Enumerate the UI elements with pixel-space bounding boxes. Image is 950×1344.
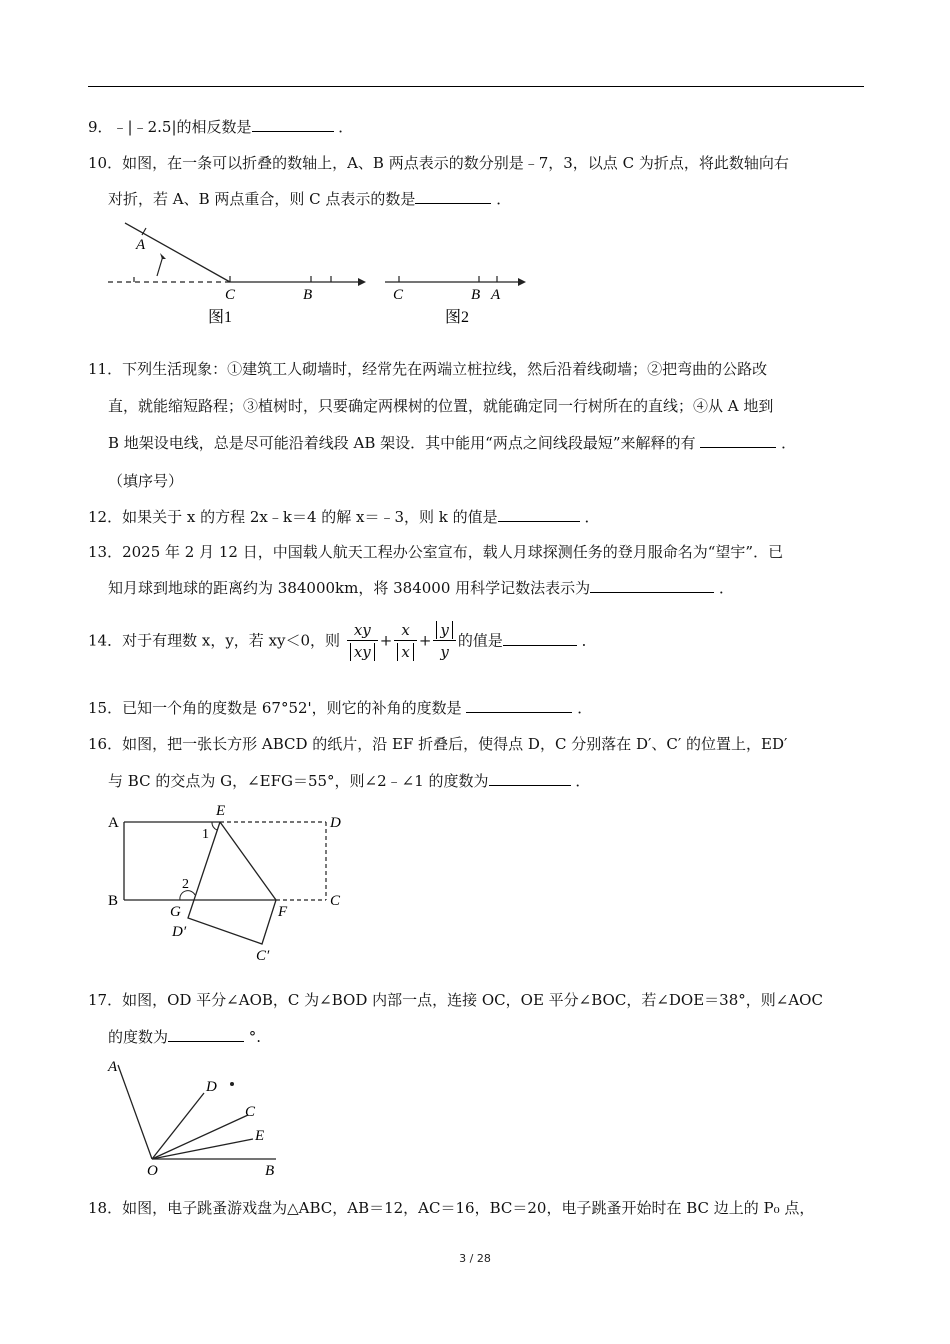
angle-rays-figure (100, 1055, 290, 1180)
question-number: 9． (88, 118, 113, 136)
question-13-line2: 知月球到地球的距离约为 384000km，将 384000 用科学记数法表示为 ． (108, 579, 734, 597)
label-A: A (136, 237, 146, 253)
question-10-line2: 对折，若 A、B 两点重合，则 C 点表示的数是 ． (108, 190, 512, 208)
label-C: C (393, 287, 404, 303)
label-D: D (330, 815, 341, 831)
question-text: 2025 年 2 月 12 日，中国载人航天工程办公室宣布，载人月球探测任务的登月服命名为“望宇”．已 (122, 543, 784, 561)
label-E: E (216, 803, 226, 819)
question-text: 如图，OD 平分∠AOB，C 为∠BOD 内部一点，连接 OC，OE 平分∠BOC，若∠DOE＝38°，则∠AOC (122, 991, 823, 1009)
label-G: G (170, 904, 181, 920)
caption-figure-2: 图2 (445, 309, 470, 326)
answer-blank[interactable] (466, 698, 572, 713)
label-B: B (265, 1163, 275, 1179)
fraction-3: $\frac{y}{y}$ (433, 620, 455, 663)
label-A: A (108, 1059, 118, 1075)
question-13 (88, 541, 783, 563)
answer-blank[interactable] (415, 189, 491, 204)
question-text: 如图，在一条可以折叠的数轴上，A、B 两点表示的数分别是﹣7，3，以点 C 为折点，将此数轴向右 (122, 154, 789, 172)
question-9: 9．﹣|﹣2.5|的相反数是 ． (88, 118, 354, 136)
question-text: 下列生活现象：①建筑工人砌墙时，经常先在两端立桩拉线，然后沿着线砌墙；②把弯曲的公路改 (122, 360, 768, 378)
question-text: 如图，电子跳蚤游戏盘为△ABC，AB＝12，AC＝16，BC＝20，电子跳蚤开始时在 BC 边上的 P₀ 点， (122, 1199, 815, 1217)
question-10 (88, 152, 789, 174)
question-17 (88, 989, 823, 1011)
label-C: C (245, 1104, 256, 1120)
label-F: F (278, 904, 288, 920)
angle-1-label: 1 (202, 827, 209, 842)
answer-blank[interactable] (168, 1027, 244, 1042)
question-number: 14． (88, 631, 123, 650)
question-text: 如图，把一张长方形 ABCD 的纸片，沿 EF 折叠后，使得点 D，C 分别落在 D′、C′ 的位置上，ED′ (122, 735, 788, 753)
question-text: 已知一个角的度数是 67°52'，则它的补角的度数是 (122, 699, 462, 717)
question-number: 18． (88, 1199, 123, 1217)
label-A: A (108, 815, 119, 831)
angle-2-label: 2 (182, 877, 189, 892)
question-number: 17． (88, 991, 123, 1009)
question-18 (88, 1197, 814, 1219)
fraction-1: $\frac{xy}{xy}$ (347, 620, 378, 663)
question-number: 13． (88, 543, 123, 561)
question-text: 如果关于 x 的方程 2x﹣k＝4 的解 x＝﹣3，则 k 的值是 (122, 508, 498, 526)
label-B: B (471, 287, 481, 303)
question-11-line4: （填序号） (108, 472, 184, 490)
answer-blank[interactable] (700, 433, 776, 448)
label-C-prime: C′ (256, 948, 270, 964)
label-D: D (206, 1079, 217, 1095)
question-11-line3: B 地架设电线，总是尽可能沿着线段 AB 架设．其中能用“两点之间线段最短”来解释的有 ． (108, 434, 797, 452)
caption-figure-1: 图1 (208, 309, 233, 326)
question-11 (88, 358, 767, 380)
label-O: O (147, 1163, 158, 1179)
answer-blank[interactable] (489, 771, 571, 786)
answer-blank[interactable] (503, 631, 577, 646)
header-rule (88, 86, 864, 87)
label-B: B (303, 287, 313, 303)
answer-blank[interactable] (590, 578, 714, 593)
question-16 (88, 733, 787, 755)
label-E: E (255, 1128, 265, 1144)
label-D-prime: D′ (172, 924, 187, 940)
question-14: 14．对于有理数 x，y，若 xy＜0，则 $\frac{xy}{xy}$ + $\frac{x}{x}$ + $\frac{y}{y}$ 的值是 ． (88, 621, 597, 661)
question-number: 11． (88, 360, 123, 378)
question-17-line2: 的度数为 °. (108, 1028, 262, 1046)
question-11-line2: 直，就能缩短路程；③植树时，只要确定两棵树的位置，就能确定同一行树所在的直线；④从 A 地到 (108, 397, 774, 415)
answer-blank[interactable] (498, 507, 580, 522)
question-16-line2: 与 BC 的交点为 G，∠EFG＝55°，则∠2﹣∠1 的度数为 ． (108, 772, 591, 790)
page-number: 3 / 28 (459, 1252, 491, 1265)
folded-rectangle-figure (100, 800, 360, 965)
question-number: 12． (88, 508, 123, 526)
question-text: 对于有理数 x，y，若 xy＜0，则 (122, 631, 341, 650)
question-15: 15．已知一个角的度数是 67°52'，则它的补角的度数是 ． (88, 699, 593, 717)
question-number: 15． (88, 699, 123, 717)
question-12: 12．如果关于 x 的方程 2x﹣k＝4 的解 x＝﹣3，则 k 的值是 ． (88, 508, 600, 526)
label-C: C (225, 287, 236, 303)
answer-blank[interactable] (252, 117, 334, 132)
label-B: B (108, 893, 119, 909)
question-text: ﹣|﹣2.5|的相反数是 (112, 118, 252, 136)
label-C: C (330, 893, 341, 909)
question-number: 16． (88, 735, 123, 753)
fraction-2: $\frac{x}{x}$ (394, 620, 416, 663)
label-A: A (491, 287, 501, 303)
number-line-figure (100, 218, 540, 333)
question-number: 10． (88, 154, 123, 172)
